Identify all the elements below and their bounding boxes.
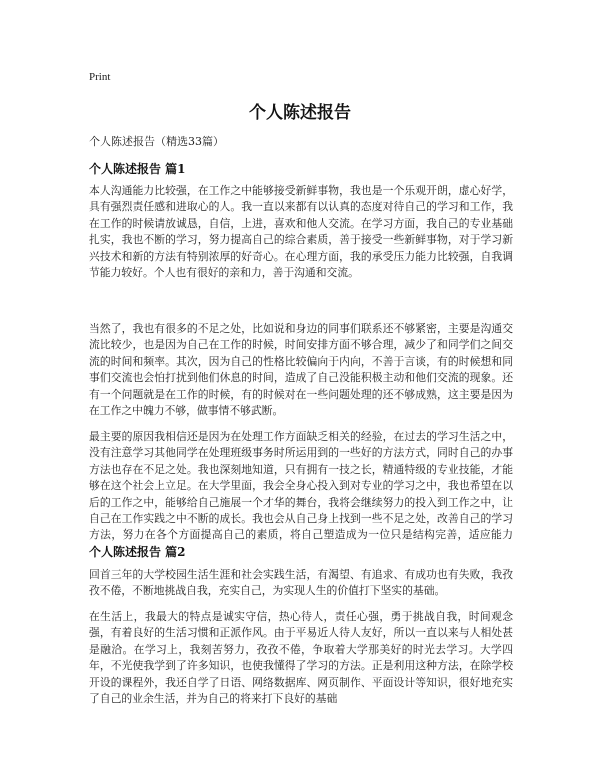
section-1-paragraph-1: 本人沟通能力比较强，在工作之中能够接受新鲜事物，我也是一个乐观开朗，虚心好学，具有强烈责任感和进取心的人。我一直以来都有以认真的态度对待自己的学习和工作，我在工作的时候请放诚恳，自信，上进，喜欢和他人交流。在学习方面，我自己的专业基础扎实，我也不断的学习，努力提高自己的综合素质，善于接受一些新鲜事物，对于学习新兴技术和新的方法有特别浓厚的好奇心。在心理方面，我的承受压力能力比较强，自我调节能力较好。个人也有很好的亲和力，善于沟通和交流。 [89, 184, 513, 280]
section-1-paragraph-3: 最主要的原因我相信还是因为在处理工作方面缺乏相关的经验，在过去的学习生活之中，没有注意学习其他同学在处理班级事务时所运用到的一些好的方法方式，同时自己的办事方法也存在不足之处。我也深刻地知道，只有拥有一技之长，精通特级的专业技能，才能够在这个社会上立足。在大学里面，我会全身心投入到对专业的学习之中，我也希望在以后的工作之中，能够给自己施展一个才华的舞台，我将会继续努力的投入到工作之中，让自己在工作实践之中不断的成长。我也会从自己身上找到一些不足之处，改善自己的学习方法，努力在各个方面提高自己的素质，将自己塑造成为一位只是结构完善，适应能力 [89, 430, 513, 542]
document-subtitle: 个人陈述报告（精选33篇） [89, 135, 224, 148]
document-title: 个人陈述报告 [249, 103, 351, 123]
print-link[interactable]: Print [89, 71, 111, 83]
section-heading-1: 个人陈述报告 篇1 [89, 162, 186, 176]
section-2-paragraph-2: 在生活上，我最大的特点是诚实守信，热心待人，责任心强，勇于挑战自我，时间观念强，有着良好的生活习惯和正派作风。由于平易近人待人友好，所以一直以来与人相处甚是融洽。在学习上，我刻苦努力，孜孜不倦，争取着大学那美好的时光去学习。大学四年，不光使我学到了许多知识，也使我懂得了学习的方法。正是利用这种方法，在除学校开设的课程外，我还自学了日语、网络数据库、网页制作、平面设计等知识，很好地充实了自己的业余生活，并为自己的将来打下良好的基础 [89, 610, 513, 706]
section-2-paragraph-1: 回首三年的大学校园生活生涯和社会实践生活，有渴望、有追求、有成功也有失败，我孜孜不倦，不断地挑战自我，充实自己，为实现人生的价值打下坚实的基础。 [89, 568, 513, 598]
section-heading-2: 个人陈述报告 篇2 [89, 545, 186, 559]
section-1-paragraph-2: 当然了，我也有很多的不足之处，比如说和身边的同事们联系还不够紧密，主要是沟通交流比较少，也是因为自己在工作的时候，时间安排方面不够合理，减少了和同学们之间交流的时间和频率。其次，因为自己的性格比较偏向于内向，不善于言谈，有的时候想和同事们交流也会怕打扰到他们休息的时间，造成了自己没能积极主动和他们交流的现象。还有一个问题就是在工作的时候，有的时候对在一些问题处理的还不够成熟，这主要是因为在工作之中魄力不够，做事情不够武断。 [89, 322, 513, 418]
